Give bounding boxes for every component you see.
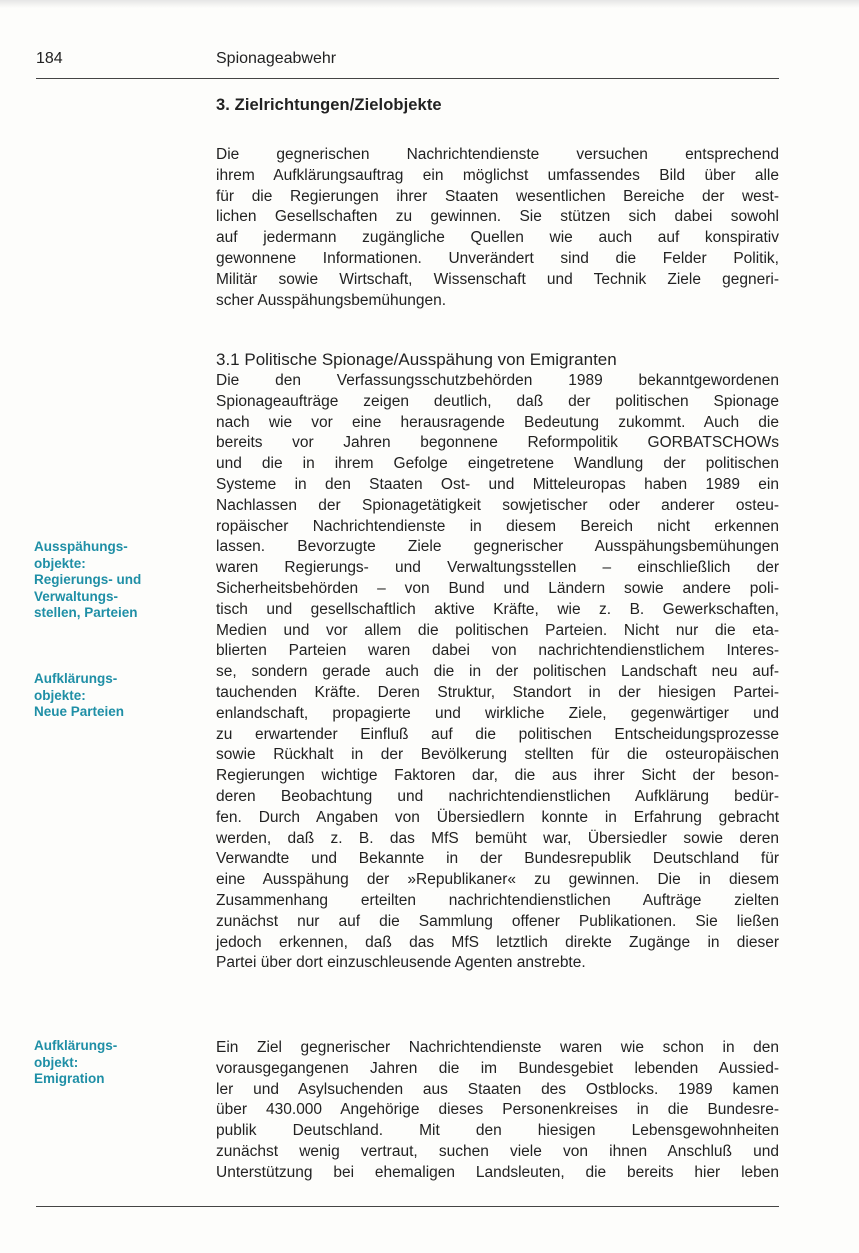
- text-line: ihrem Aufklärungsauftrag ein möglichst umfassendes Bild über alle: [216, 166, 779, 184]
- footer-rule: [36, 1206, 779, 1207]
- text-line: und die in ihrem Gefolge eingetretene Wandlung der politischen: [216, 455, 779, 473]
- text-line: lassen. Bevorzugte Ziele gegnerischer Ausspähungsbemühungen: [216, 538, 779, 556]
- text-line: bereits vor Jahren begonnene Reformpolitik GORBATSCHOWs: [216, 434, 779, 452]
- text-line: Verwandte und Bekannte in der Bundesrepublik Deutschland für: [216, 850, 779, 868]
- text-line: publik Deutschland. Mit den hiesigen Lebensgewohnheiten: [216, 1122, 779, 1140]
- text-line: Zusammenhang erteilten nachrichtendienstlichen Aufträge zielten: [216, 891, 779, 909]
- text-line: blierten Parteien waren dabei von nachrichtendienstlichem Interes-: [216, 642, 779, 660]
- text-line: vorausgegangenen Jahren die im Bundesgebiet lebenden Aussied-: [216, 1059, 779, 1077]
- margin-note-line: objekt:: [34, 1054, 79, 1070]
- text-line: zu erwartender Einfluß auf die politischen Entscheidungsprozesse: [216, 725, 779, 743]
- text-line: scher Ausspähungsbemühungen.: [216, 291, 447, 309]
- margin-note-emigration: [34, 1038, 184, 1088]
- text-line: Militär sowie Wirtschaft, Wissenschaft und Technik Ziele gegneri-: [216, 270, 779, 288]
- margin-note-line: Neue Parteien: [34, 704, 125, 719]
- margin-note-line: objekte:: [34, 555, 86, 571]
- text-line: sowie Rückhalt in der Bevölkerung stellten für die osteuropäischen: [216, 746, 779, 764]
- text-line: tisch und gesellschaftlich aktive Kräfte, wie z. B. Gewerkschaften,: [216, 600, 779, 618]
- text-line: Ein Ziel gegnerischer Nachrichtendienste waren wie schon in den: [216, 1039, 779, 1056]
- margin-note-line: Regierungs- und: [34, 572, 142, 587]
- section-heading: 3. Zielrichtungen/Zielobjekte: [216, 96, 442, 114]
- text-line: ropäischer Nachrichtendienste in diesem Bereich nicht erkennen: [216, 517, 779, 535]
- scan-edge: [0, 0, 859, 8]
- text-line: für die Regierungen ihrer Staaten wesentlichen Bereiche der west-: [216, 187, 779, 205]
- text-line: se, sondern gerade auch die in der politischen Landschaft neu auf-: [216, 663, 779, 681]
- text-line: lichen Gesellschaften zu gewinnen. Sie stützen sich dabei sowohl: [216, 208, 779, 226]
- header-rule: [36, 78, 779, 79]
- text-line: eine Ausspähung der »Republikaner« zu gewinnen. Die in diesem: [216, 871, 779, 889]
- emigration-paragraph: [216, 1038, 779, 1184]
- text-line: enlandschaft, propagierte und wirkliche Ziele, gegenwärtiger und: [216, 704, 779, 722]
- text-line: waren Regierungs- und Verwaltungsstellen – einschließlich der: [216, 559, 779, 577]
- margin-note-line: stellen, Parteien: [34, 605, 138, 620]
- text-line: über 430.000 Angehörige dieses Personenkreises in die Bundesre-: [216, 1101, 779, 1119]
- margin-note-line: Aufklärungs-: [34, 671, 118, 686]
- text-line: deren Beobachtung und nachrichtendienstlichen Aufklärung bedür-: [216, 787, 779, 805]
- intro-paragraph: [216, 145, 779, 311]
- margin-note-line: objekte:: [34, 687, 86, 703]
- margin-note-line: Aufklärungs-: [34, 1038, 118, 1053]
- page-number: 184: [36, 50, 63, 67]
- text-line: Die gegnerischen Nachrichtendienste versuchen entsprechend: [216, 146, 779, 163]
- text-line: auf jedermann zugängliche Quellen wie auch auf konspirativ: [216, 229, 779, 247]
- margin-note-line: Emigration: [34, 1071, 105, 1086]
- text-line: Die den Verfassungsschutzbehörden 1989 bekanntgewordenen: [216, 372, 779, 389]
- text-line: zunächst nur auf die Sammlung offener Publikationen. Sie ließen: [216, 912, 779, 930]
- text-line: Sicherheitsbehörden – von Bund und Ländern sowie andere poli-: [216, 579, 779, 597]
- text-line: nach wie vor eine herausragende Bedeutung zukommt. Auch die: [216, 413, 779, 431]
- text-line: Nachlassen der Spionagetätigkeit sowjetischer oder anderer osteu-: [216, 496, 779, 514]
- text-line: jedoch erkennen, daß das MfS letztlich direkte Zugänge in dieser: [216, 933, 779, 951]
- text-line: fen. Durch Angaben von Übersiedlern konnte in Erfahrung gebracht: [216, 808, 779, 826]
- text-line: Spionageaufträge zeigen deutlich, daß der politischen Spionage: [216, 392, 779, 410]
- text-line: zunächst wenig vertraut, suchen viele von ihnen Anschluß und: [216, 1142, 779, 1160]
- margin-note-line: Ausspähungs-: [34, 539, 128, 554]
- margin-note-line: Verwaltungs-: [34, 588, 119, 604]
- margin-note-new-parties: [34, 671, 184, 721]
- politics-paragraph: [216, 371, 779, 974]
- page-header: [36, 50, 778, 72]
- running-title: Spionageabwehr: [216, 50, 337, 67]
- text-line: Medien und vor allem die politischen Parteien. Nicht nur die eta-: [216, 621, 779, 639]
- text-line: gewonnene Informationen. Unverändert sind die Felder Politik,: [216, 249, 779, 267]
- text-line: werden, daß z. B. das MfS bemüht war, Übersiedler sowie deren: [216, 829, 779, 847]
- text-line: tauchenden Kräfte. Deren Struktur, Standort in der hiesigen Partei-: [216, 683, 779, 701]
- text-line: ler und Asylsuchenden aus Staaten des Ostblocks. 1989 kamen: [216, 1080, 779, 1098]
- text-line: Systeme in den Staaten Ost- und Mitteleuropas haben 1989 ein: [216, 475, 779, 493]
- margin-note-espionage-targets: [34, 539, 184, 622]
- subsection-heading: 3.1 Politische Spionage/Ausspähung von Emigranten: [216, 350, 617, 369]
- text-line: Regierungen wichtige Faktoren dar, die aus ihrer Sicht der beson-: [216, 767, 779, 785]
- text-line: Partei über dort einzuschleusende Agenten anstrebte.: [216, 954, 586, 972]
- text-line: Unterstützung bei ehemaligen Landsleuten, die bereits hier leben: [216, 1163, 779, 1181]
